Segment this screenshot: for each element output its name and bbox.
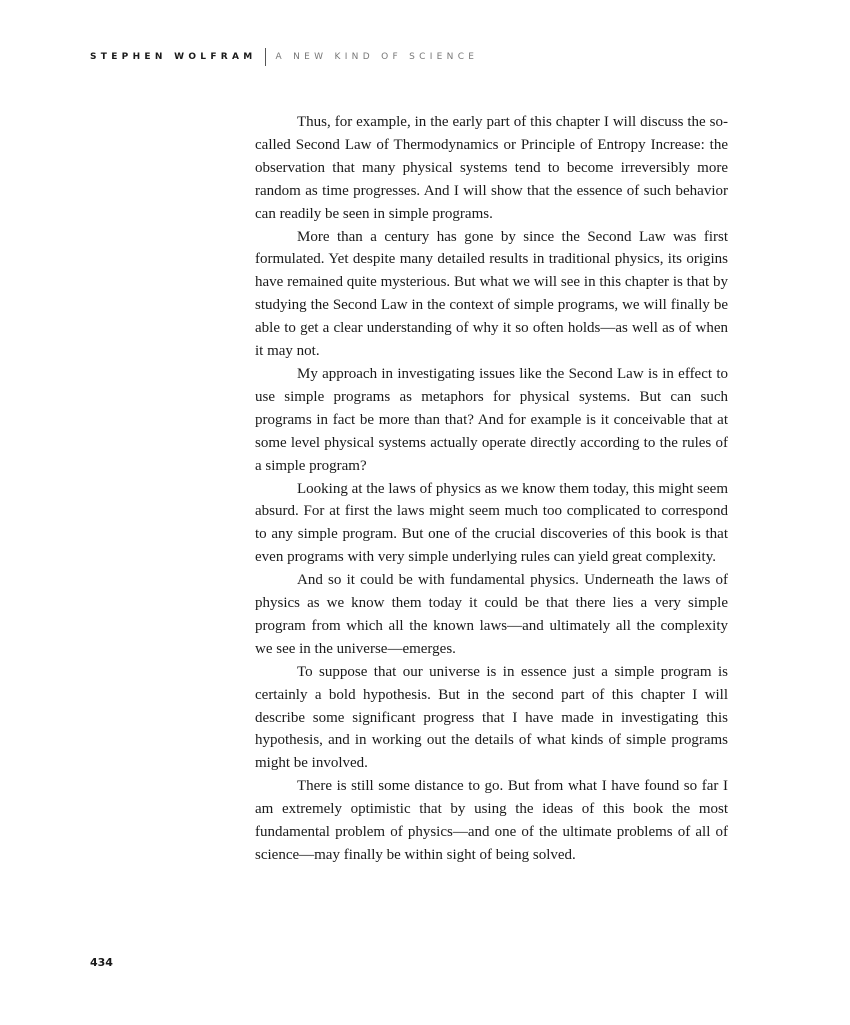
paragraph: And so it could be with fundamental physics. Underneath the laws of physics as we know them today it could be that there lies a very simple program from which all the known laws—and ultimately all the complexity we see in the universe—emerges. bbox=[255, 572, 728, 657]
paragraph: Looking at the laws of physics as we know them today, this might seem absurd. For at first the laws might seem much too complicated to correspond to any simple program. But one of the crucial discoveries of this book is that even programs with very simple underlying rules can yield great complexity. bbox=[255, 480, 728, 566]
paragraph: More than a century has gone by since the Second Law was first formulated. Yet despite many detailed results in traditional physics, its origins have remained quite mysterious. But what we will see in this chapter is that by studying the Second Law in the context of simple programs, we will finally be able to get a clear understanding of why it so often holds—as well as of when it may not. bbox=[255, 228, 728, 360]
paragraph: To suppose that our universe is in essence just a simple program is certainly a bold hypothesis. But in the second part of this chapter I will describe some significant progress that I have made in investigating this hypothesis, and in working out the details of what kinds of simple programs might be involved. bbox=[255, 663, 728, 772]
paragraph: My approach in investigating issues like the Second Law is in effect to use simple programs as metaphors for physical systems. But can such programs in fact be more than that? And for example is it conceivable that at some level physical systems actually operate directly according to the rules of a simple program? bbox=[255, 365, 728, 474]
paragraph: There is still some distance to go. But from what I have found so far I am extremely optimistic that by using the ideas of this book the most fundamental problem of physics—and one of the ultimate problems of all of science—may finally be within sight of being solved. bbox=[255, 778, 728, 863]
page-number: 434 bbox=[90, 956, 113, 969]
header-divider bbox=[265, 48, 266, 66]
author-name: STEPHEN WOLFRAM bbox=[90, 52, 257, 62]
book-title: A NEW KIND OF SCIENCE bbox=[275, 52, 479, 62]
paragraph: Thus, for example, in the early part of this chapter I will discuss the so-called Second Law of Thermodynamics or Principle of Entropy Increase: the observation that many physical systems tend to become irreversibly more random as time progresses. And I will show that the essence of such behavior can readily be seen in simple programs. bbox=[255, 114, 728, 222]
running-head bbox=[90, 49, 478, 65]
body-text bbox=[255, 111, 728, 867]
